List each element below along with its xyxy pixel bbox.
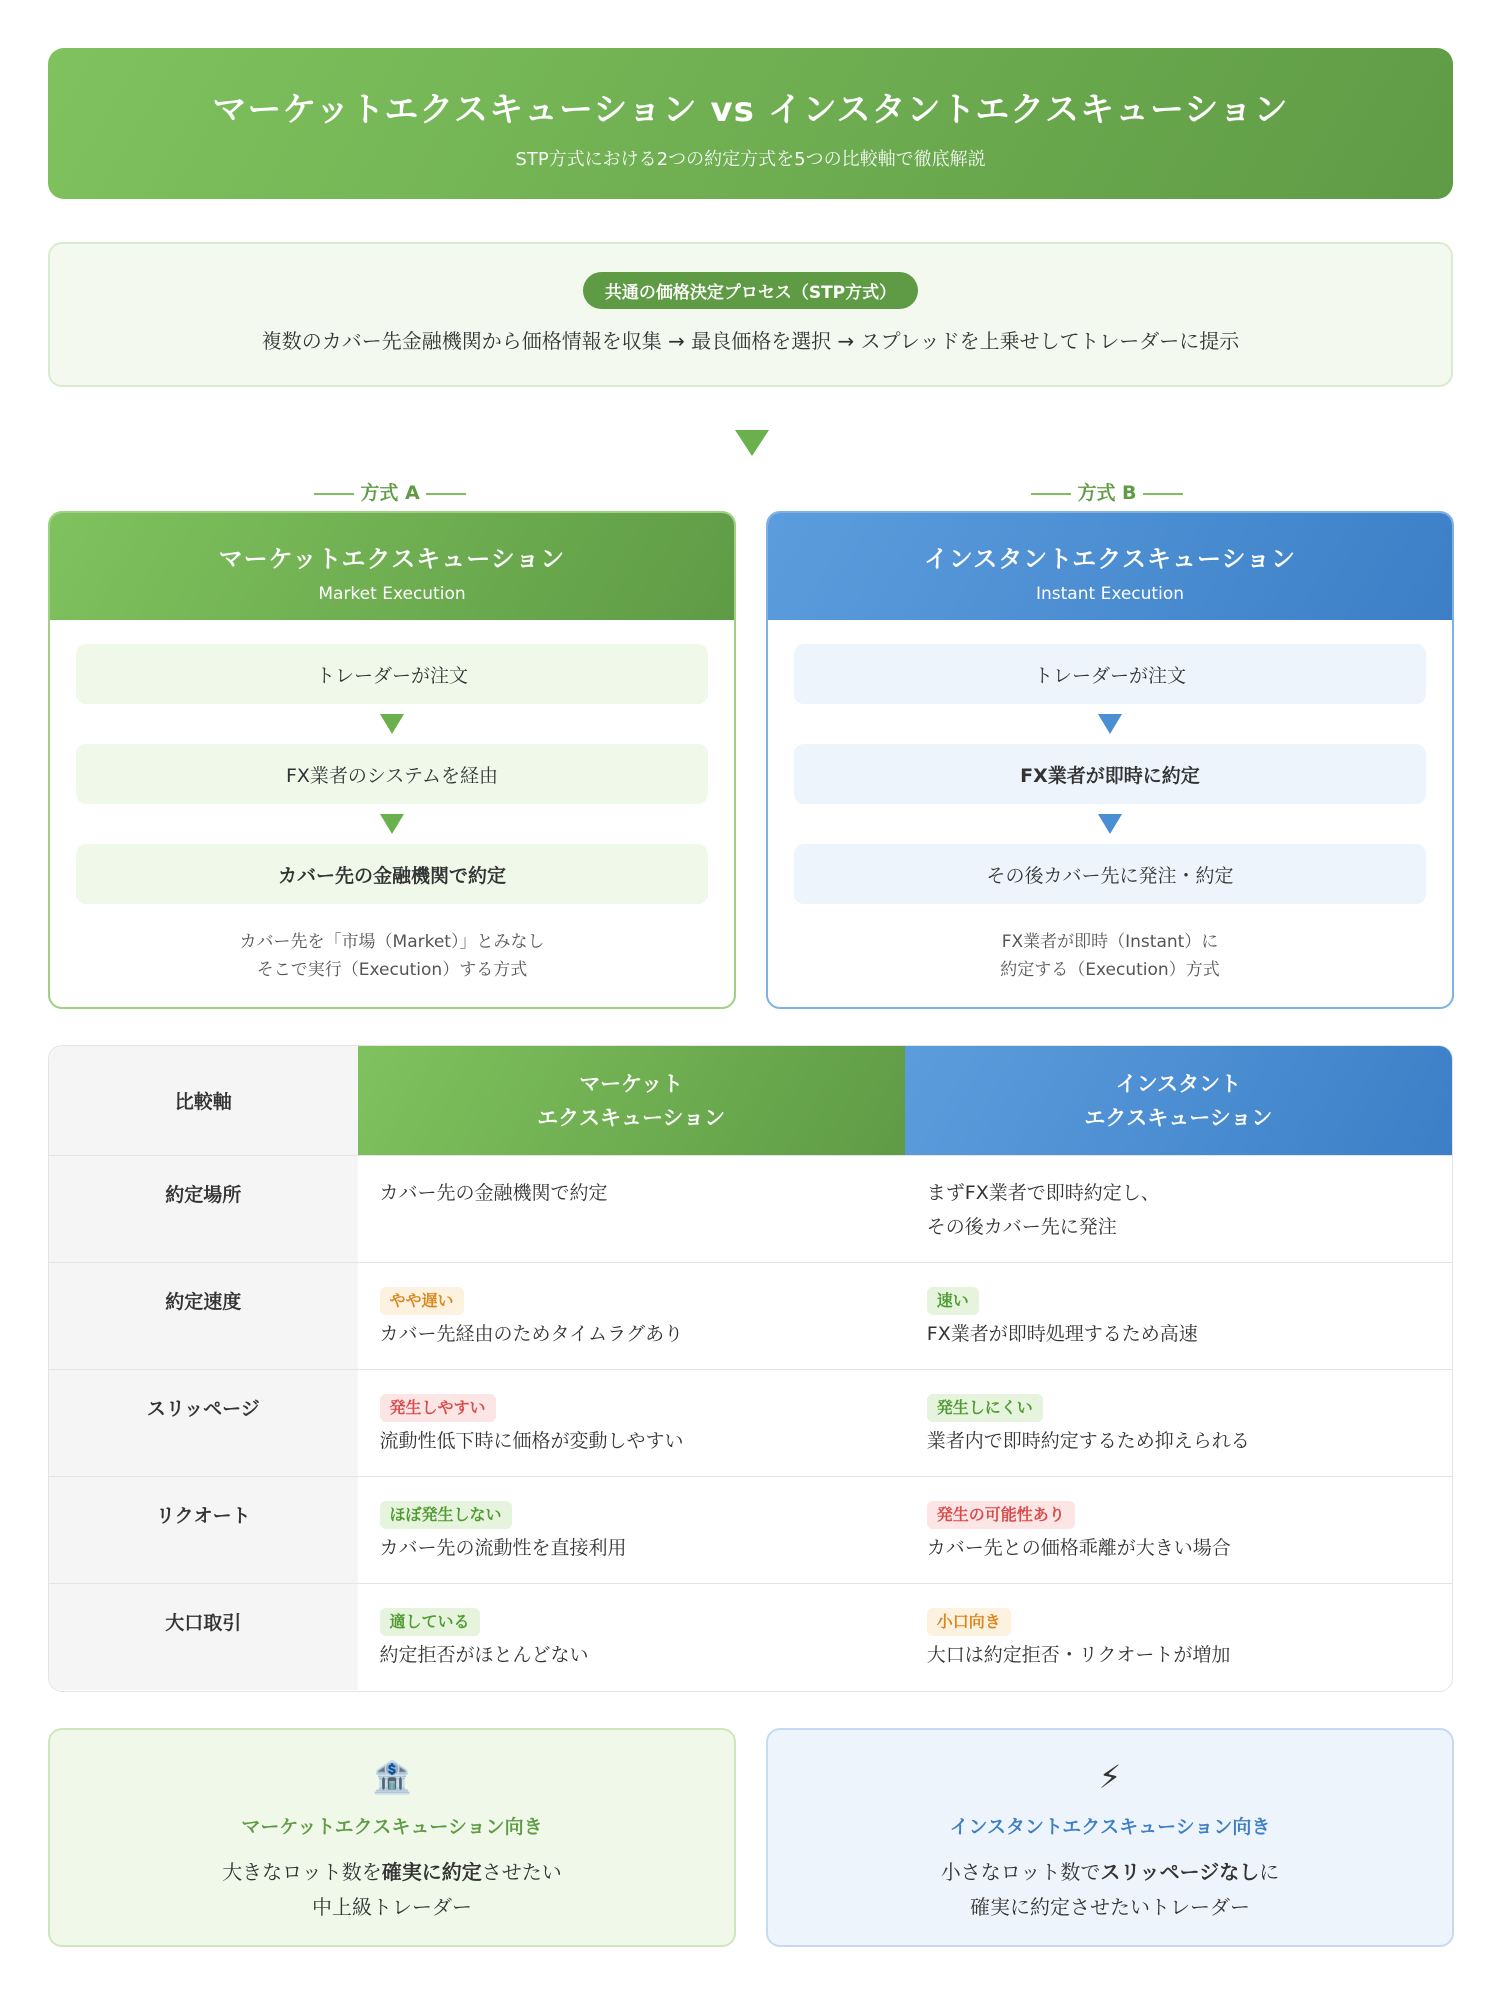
step-arrow-icon	[380, 814, 404, 834]
table-row	[49, 1262, 1452, 1369]
market-recommendation-card	[48, 1728, 736, 1947]
table-header-row	[49, 1046, 1452, 1155]
method-b-header	[768, 513, 1452, 620]
bank-icon: 🏦	[372, 1758, 412, 1796]
process-badge: 共通の価格決定プロセス（STP方式）	[583, 272, 918, 309]
instant-cell: 発生しにくい 業者内で即時約定するため抑えられる	[905, 1370, 1452, 1476]
axis-header: 比較軸	[49, 1046, 358, 1155]
method-b-card	[766, 511, 1454, 1009]
row-axis: リクオート	[49, 1477, 358, 1583]
instant-recommendation-title: インスタントエクスキューション向き	[949, 1816, 1271, 1838]
table-row	[49, 1476, 1452, 1583]
market-cell: 適している 約定拒否がほとんどない	[358, 1584, 905, 1690]
market-cell: 発生しやすい 流動性低下時に価格が変動しやすい	[358, 1370, 905, 1476]
instant-recommendation-text: 小さなロット数でスリッページなしに 確実に約定させたいトレーダー	[940, 1860, 1280, 1919]
market-cell: ほぼ発生しない カバー先の流動性を直接利用	[358, 1477, 905, 1583]
method-b-label: 方式 B	[957, 478, 1257, 505]
status-badge: 発生しにくい	[927, 1394, 1043, 1422]
instant-cell: 速い FX業者が即時処理するため高速	[905, 1263, 1452, 1369]
status-badge: やや遅い	[380, 1287, 464, 1315]
instant-recommendation-card	[766, 1728, 1454, 1947]
status-badge: 発生の可能性あり	[927, 1501, 1075, 1529]
step-arrow-icon	[1098, 714, 1122, 734]
common-process-box	[48, 242, 1453, 387]
method-a-label: 方式 A	[240, 478, 540, 505]
step-arrow-icon	[1098, 814, 1122, 834]
step-arrow-icon	[380, 714, 404, 734]
lightning-icon: ⚡	[1098, 1758, 1122, 1796]
status-badge: 発生しやすい	[380, 1394, 496, 1422]
method-a-english: Market Execution	[318, 584, 466, 604]
instant-cell: 発生の可能性あり カバー先との価格乖離が大きい場合	[905, 1477, 1452, 1583]
method-b-note: FX業者が即時（Instant）に 約定する（Execution）方式	[1000, 932, 1220, 980]
row-axis: 約定場所	[49, 1156, 358, 1262]
table-row	[49, 1155, 1452, 1262]
table-row	[49, 1369, 1452, 1476]
row-axis: 約定速度	[49, 1263, 358, 1369]
method-a-step-1: トレーダーが注文	[76, 644, 708, 704]
method-a-title: マーケットエクスキューション	[218, 545, 566, 573]
process-description: 複数のカバー先金融機関から価格情報を収集 → 最良価格を選択 → スプレッドを上乗せしてトレーダーに提示	[261, 329, 1240, 353]
method-a-step-2: FX業者のシステムを経由	[76, 744, 708, 804]
method-b-title: インスタントエクスキューション	[923, 545, 1297, 573]
method-a-header	[50, 513, 734, 620]
down-arrow-icon	[735, 430, 769, 456]
row-axis: 大口取引	[49, 1584, 358, 1690]
status-badge: 小口向き	[927, 1608, 1011, 1636]
row-axis: スリッページ	[49, 1370, 358, 1476]
method-a-card	[48, 511, 736, 1009]
market-recommendation-text: 大きなロット数を確実に約定させたい 中上級トレーダー	[222, 1860, 562, 1919]
market-recommendation-title: マーケットエクスキューション向き	[241, 1816, 543, 1838]
method-b-step-2: FX業者が即時に約定	[794, 744, 1426, 804]
instant-cell: まずFX業者で即時約定し、 その後カバー先に発注	[926, 1182, 1160, 1238]
method-a-step-3: カバー先の金融機関で約定	[76, 844, 708, 904]
column-header-market: マーケット エクスキューション	[358, 1046, 905, 1155]
page-subtitle: STP方式における2つの約定方式を5つの比較軸で徹底解説	[515, 149, 986, 170]
comparison-table	[48, 1045, 1453, 1692]
status-badge: ほぼ発生しない	[380, 1501, 512, 1529]
table-row	[49, 1583, 1452, 1690]
instant-cell: 小口向き 大口は約定拒否・リクオートが増加	[905, 1584, 1452, 1690]
method-b-step-3: その後カバー先に発注・約定	[794, 844, 1426, 904]
page-title: マーケットエクスキューション vs インスタントエクスキューション	[212, 90, 1289, 130]
status-badge: 速い	[927, 1287, 979, 1315]
method-b-step-1: トレーダーが注文	[794, 644, 1426, 704]
status-badge: 適している	[380, 1608, 480, 1636]
market-cell: カバー先の金融機関で約定	[379, 1182, 608, 1204]
method-b-english: Instant Execution	[1036, 584, 1184, 604]
page-header	[48, 48, 1453, 199]
market-cell: やや遅い カバー先経由のためタイムラグあり	[358, 1263, 905, 1369]
column-header-instant: インスタント エクスキューション	[905, 1046, 1452, 1155]
method-a-note: カバー先を「市場（Market）」とみなし そこで実行（Execution）する方式	[239, 932, 545, 980]
